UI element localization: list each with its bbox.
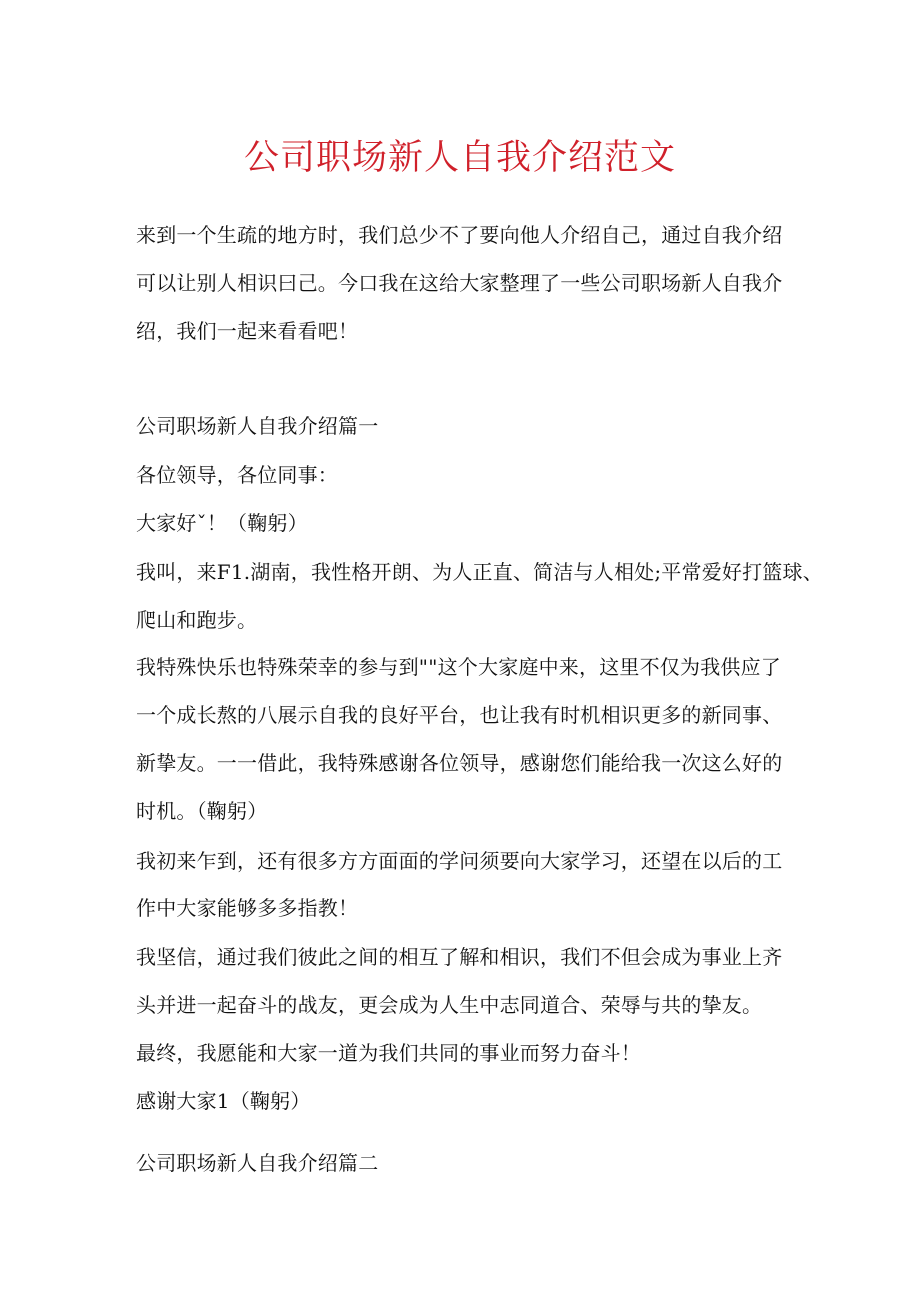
intro-line-1: 来到一个生疏的地方时，我们总少不了要向他人介绍自己，通过自我介绍 <box>136 223 783 247</box>
honor-line-4: 时机。（鞠躬） <box>136 799 268 823</box>
learning-line-2: 作中大家能够多多指教！ <box>136 896 359 920</box>
section1-heading: 公司职场新人自我介绍篇一 <box>136 414 379 438</box>
intro-line-3: 绍，我们一起来看看吧！ <box>136 319 359 343</box>
self-intro-line-1: 我叫，来F1.湖南，我性格开朗、为人正直、简洁与人相处;平常爱好打篮球、 <box>136 560 823 584</box>
closing-line: 最终，我愿能和大家一道为我们共同的事业而努力奋斗！ <box>136 1041 641 1065</box>
thanks-line: 感谢大家1（鞠躬） <box>136 1089 311 1113</box>
section1-hello: 大家好ˇ！（鞠躬） <box>136 511 308 535</box>
honor-line-2: 一个成长熬的八展示自我的良好平台，也让我有时机相识更多的新同事、 <box>136 703 783 727</box>
belief-line-1: 我坚信，通过我们彼此之间的相互了解和相识，我们不但会成为事业上齐 <box>136 945 783 969</box>
self-intro-line-2: 爬山和跑步。 <box>136 608 258 632</box>
belief-line-2: 头并进一起奋斗的战友，更会成为人生中志同道合、荣辱与共的挚友。 <box>136 993 763 1017</box>
honor-line-1: 我特殊快乐也特殊荣幸的参与到""这个大家庭中来，这里不仅为我供应了 <box>136 655 781 679</box>
intro-line-2: 可以让别人相识曰己。今口我在这给大家整理了一些公司职场新人自我介 <box>136 271 783 295</box>
honor-line-3: 新挚友。一一借此，我特殊感谢各位领导，感谢您们能给我一次这么好的 <box>136 751 783 775</box>
section1-greeting: 各位领导，各位同事： <box>136 463 338 487</box>
section2-heading: 公司职场新人自我介绍篇二 <box>136 1151 379 1175</box>
document-title: 公司职场新人自我介绍范文 <box>243 138 676 178</box>
learning-line-1: 我初来乍到，还有很多方方面面的学问须要向大家学习，还望在以后的工 <box>136 849 783 873</box>
